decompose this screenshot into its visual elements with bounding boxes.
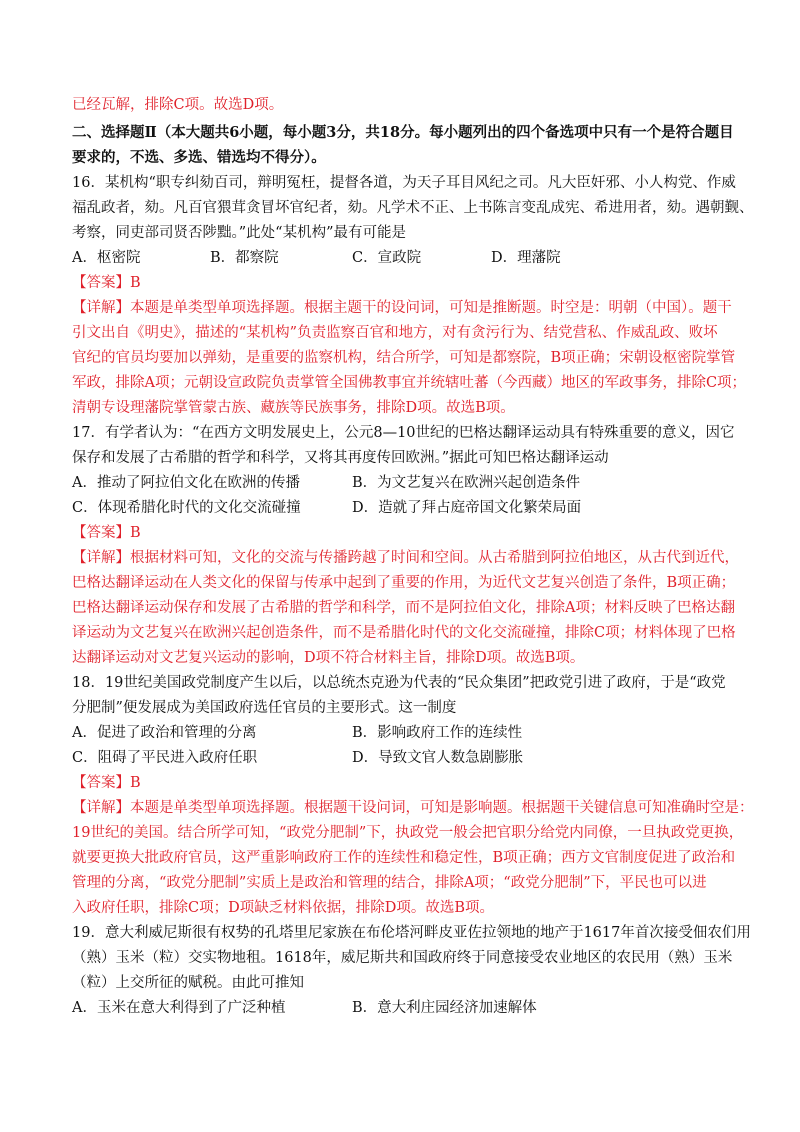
option-18-c: C．阻碍了平民进入政府任职: [72, 750, 258, 766]
explanation-16-cont: 清朝专设理藩院掌管蒙古族、藏族等民族事务，排除D项。故选B项。: [72, 400, 515, 416]
explanation-17: 【详解】根据材料可知，文化的交流与传播跨越了时间和空间。从古希腊到阿拉伯地区，从古代到近代，: [72, 550, 739, 566]
explanation-18-cont: 管理的分离，“政党分肥制”实质上是政治和管理的结合，排除A项；“政党分肥制”下，平民也可以进: [72, 875, 707, 891]
option-18-a: A．促进了政治和管理的分离: [72, 725, 257, 741]
option-17-b: B．为文艺复兴在欧洲兴起创造条件: [352, 475, 581, 491]
answer-17: 【答案】B: [72, 525, 141, 541]
option-17-d: D．造就了拜占庭帝国文化繁荣局面: [352, 500, 582, 516]
option-16-c: C．宣政院: [352, 250, 422, 266]
option-18-d: D．导致文官人数急剧膨胀: [352, 750, 524, 766]
question-16: 16．某机构“职专纠劾百司，辩明冤枉，提督各道，为天子耳目风纪之司。凡大臣奸邪、小人构党、作威: [72, 175, 736, 191]
question-18: 18．19世纪美国政党制度产生以后，以总统杰克逊为代表的“民众集团”把政党引进了政府，于是“政党: [72, 675, 726, 691]
explanation-17-cont: 译运动为文艺复兴在欧洲兴起创造条件，而不是希腊化时代的文化交流碰撞，排除C项；材料体现了巴格: [72, 625, 736, 641]
option-19-b: B．意大利庄园经济加速解体: [352, 1000, 537, 1016]
explanation-18-cont: 就要更换大批政府官员，这严重影响政府工作的连续性和稳定性，B项正确；西方文官制度促进了政治和: [72, 850, 736, 866]
answer-16: 【答案】B: [72, 275, 141, 291]
question-19: 19．意大利威尼斯很有权势的孔塔里尼家族在布伦塔河畔皮亚佐拉领地的地产于1617年首次接受佃农们用: [72, 925, 751, 941]
explanation-18-cont: 19世纪的美国。结合所学可知，“政党分肥制”下，执政党一般会把官职分给党内同僚，一旦执政党更换，: [72, 825, 744, 841]
question-17: 17．有学者认为：“在西方文明发展史上，公元8—10世纪的巴格达翻译运动具有特殊重要的意义，因它: [72, 425, 735, 441]
question-16-cont: 考察，同吏部司贤否陟黜。”此处“某机构”最有可能是: [72, 225, 406, 241]
explanation-16-cont: 官纪的官员均要加以弹劾，是重要的监察机构，结合所学，可知是都察院，B项正确；宋朝设枢密院掌管: [72, 350, 736, 366]
answer-18: 【答案】B: [72, 775, 141, 791]
question-19-cont: （熟）玉米（粒）交实物地租。1618年，威尼斯共和国政府终于同意接受农业地区的农民用（熟）玉米: [72, 950, 733, 966]
explanation-17-cont: 巴格达翻译运动保存和发展了古希腊的哲学和科学，而不是阿拉伯文化，排除A项；材料反映了巴格达翻: [72, 600, 735, 616]
option-17-c: C．体现希腊化时代的文化交流碰撞: [72, 500, 301, 516]
option-16-b: B．都察院: [210, 250, 279, 266]
option-16-d: D．理藩院: [491, 250, 561, 266]
explanation-18: 【详解】本题是单类型单项选择题。根据题干设问词，可知是影响题。根据题干关键信息可知准确时空是：: [72, 800, 754, 816]
option-19-a: A．玉米在意大利得到了广泛种植: [72, 1000, 286, 1016]
explanation-16-cont: 军政，排除A项；元朝设宣政院负责掌管全国佛教事宜并统辖吐蕃（今西藏）地区的军政事务，排除C项；: [72, 375, 747, 391]
question-19-cont: （粒）上交所征的赋税。由此可推知: [72, 975, 304, 991]
explanation-17-cont: 巴格达翻译运动在人类文化的保留与传承中起到了重要的作用，为近代文艺复兴创造了条件，B项正确；: [72, 575, 736, 591]
section-heading: 二、选择题Ⅱ（本大题共6小题，每小题3分，共18分。每小题列出的四个备选项中只有一个是符合题目: [72, 124, 734, 141]
explanation-16-cont: 引文出自《明史》，描述的“某机构”负责监察百官和地方，对有贪污行为、结党营私、作威乱政、败坏: [72, 325, 718, 341]
question-16-cont: 福乱政者，劾。凡百官猥茸贪冒坏官纪者，劾。凡学术不正、上书陈言变乱成宪、希进用者，劾。遇朝觐、: [72, 200, 754, 216]
option-16-a: A．枢密院: [72, 250, 141, 266]
explanation-17-cont: 达翻译运动对文艺复兴运动的影响，D项不符合材料主旨，排除D项。故选B项。: [72, 650, 585, 666]
section-heading-cont: 要求的，不选、多选、错选均不得分）。: [72, 149, 326, 166]
explanation-18-cont: 入政府任职，排除C项；D项缺乏材料依据，排除D项。故选B项。: [72, 900, 494, 916]
question-18-cont: 分肥制”便发展成为美国政府选任官员的主要形式。这一制度: [72, 700, 457, 716]
explanation-16: 【详解】本题是单类型单项选择题。根据主题干的设问词，可知是推断题。时空是：明朝（中国）。题干: [72, 300, 732, 316]
question-17-cont: 保存和发展了古希腊的哲学和科学，又将其再度传回欧洲。”据此可知巴格达翻译运动: [72, 450, 609, 466]
text-line: 已经瓦解，排除C项。故选D项。: [72, 97, 284, 113]
option-18-b: B．影响政府工作的连续性: [352, 725, 523, 741]
option-17-a: A．推动了阿拉伯文化在欧洲的传播: [72, 475, 300, 491]
